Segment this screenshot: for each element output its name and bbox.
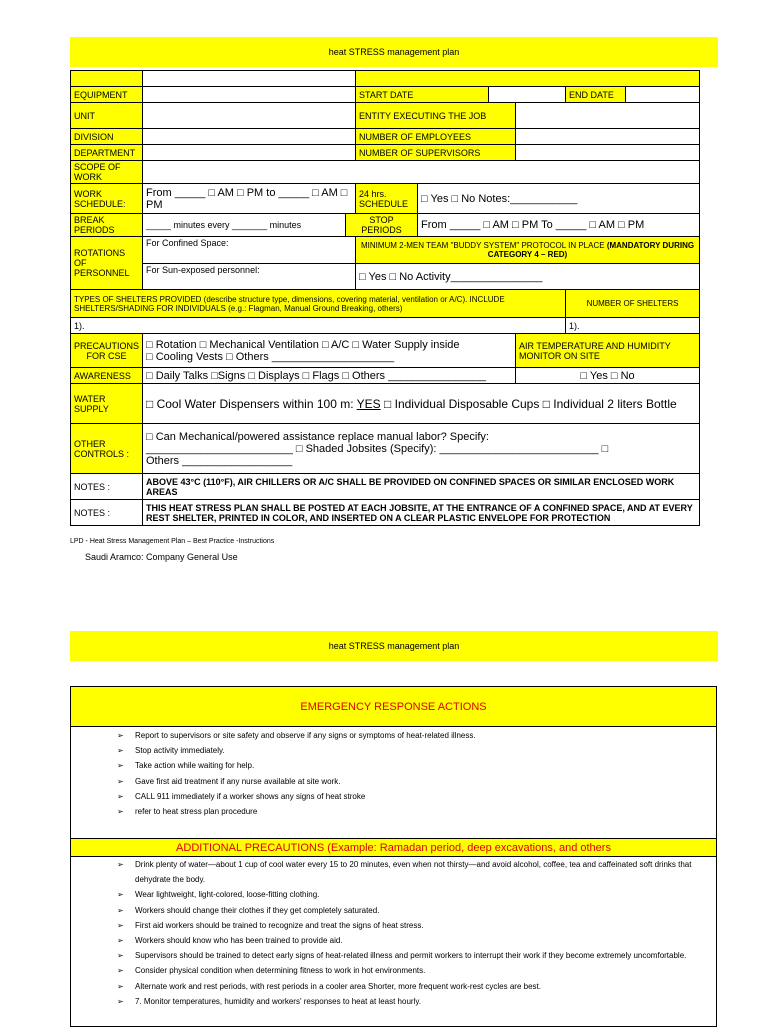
entity-label: ENTITY EXECUTING THE JOB xyxy=(356,103,516,129)
air-temp-label: AIR TEMPERATURE AND HUMIDITY MONITOR ON SITE xyxy=(516,334,700,368)
sun-exposed-label: For Sun-exposed personnel: xyxy=(146,265,260,275)
end-date-label: END DATE xyxy=(566,87,626,103)
confined-space-field[interactable] xyxy=(143,237,356,264)
additional-list-cell xyxy=(71,857,717,1027)
num-employees-label: NUMBER OF EMPLOYEES xyxy=(356,129,516,145)
awareness-field[interactable]: □ Daily Talks □Signs □ Displays □ Flags □ Others ________________ xyxy=(143,368,516,384)
notes-label-2: NOTES : xyxy=(71,500,143,526)
air-temp-field[interactable]: □ Yes □ No xyxy=(516,368,700,384)
list-item: ➢ Workers should know who has been trained to provide aid. xyxy=(117,933,708,948)
footer-classification: Saudi Aramco: Company General Use xyxy=(85,552,238,562)
list-item: ➢ CALL 911 immediately if a worker shows any signs of heat stroke xyxy=(117,789,716,804)
num-supervisors-label: NUMBER OF SUPERVISORS xyxy=(356,145,516,161)
list-item: ➢ Supervisors should be trained to detect early signs of heat-related illness and permit workers to interrupt their work if they become extremely uncomfortable. xyxy=(117,948,708,963)
notes-label-1: NOTES : xyxy=(71,474,143,500)
page2-banner: heat STRESS management plan xyxy=(70,631,718,661)
list-item: ➢ Consider physical condition when determining fitness to work in hot environments. xyxy=(117,963,708,978)
num-supervisors-field[interactable] xyxy=(516,145,700,161)
scope-field[interactable] xyxy=(143,161,700,184)
rotations-label: ROTATIONS OF PERSONNEL xyxy=(71,237,143,290)
additional-title: ADDITIONAL PRECAUTIONS (Example: Ramadan period, deep excavations, and others xyxy=(71,839,717,857)
list-item: ➢ Report to supervisors or site safety and observe if any signs or symptoms of heat-related illness. xyxy=(117,728,716,743)
other-controls-label: OTHER CONTROLS : xyxy=(71,424,143,474)
unit-label: UNIT xyxy=(71,103,143,129)
list-item: ➢ Drink plenty of water—about 1 cup of cool water every 15 to 20 minutes, even when not thirsty—and avoid alcohol, coffee, tea and caffeinated soft drinks that dehydrate the body. xyxy=(117,857,708,887)
work-schedule-field[interactable]: From _____ □ AM □ PM to _____ □ AM □ PM xyxy=(143,184,356,214)
shelter-types-label: TYPES OF SHELTERS PROVIDED (describe structure type, dimensions, covering material, ventilation or A/C). INCLUDE SHELTERS/SHADING FOR INDIVIDUALS (e.g.: Flagman, Manual Ground Breaking, others) xyxy=(71,290,566,318)
water-supply-label: WATER SUPPLY xyxy=(71,384,143,424)
emergency-list-cell xyxy=(71,727,717,839)
stop-periods-label: STOP PERIODS xyxy=(346,214,418,237)
list-item: ➢ Wear lightweight, light-colored, loose-fitting clothing. xyxy=(117,887,708,902)
list-item: ➢ Stop activity immediately. xyxy=(117,743,716,758)
other-controls-field[interactable]: □ Can Mechanical/powered assistance replace manual labor? Specify: ________________________ □ Shaded Jobsites (Specify): __________________________ □ Others __________________ xyxy=(143,424,700,474)
num-employees-field[interactable] xyxy=(516,129,700,145)
schedule-24h-field[interactable]: □ Yes □ No Notes:___________ xyxy=(418,184,700,214)
division-field[interactable] xyxy=(143,129,356,145)
emergency-title: EMERGENCY RESPONSE ACTIONS xyxy=(71,687,717,727)
buddy-system-label: MINIMUM 2-MEN TEAM "BUDDY SYSTEM" PROTOCOL IN PLACE (MANDATORY DURING CATEGORY 4 – RED) xyxy=(356,237,700,264)
department-label: DEPARTMENT xyxy=(71,145,143,161)
entity-field[interactable] xyxy=(516,103,700,129)
awareness-label: AWARENESS xyxy=(71,368,143,384)
equipment-label: EQUIPMENT xyxy=(71,87,143,103)
list-item: ➢ Alternate work and rest periods, with rest periods in a cooler area Shorter, more frequent work-rest cycles are best. xyxy=(117,979,708,994)
num-shelters-label: NUMBER OF SHELTERS xyxy=(566,290,700,318)
division-label: DIVISION xyxy=(71,129,143,145)
notes-1: ABOVE 43°C (110°F), AIR CHILLERS OR A/C SHALL BE PROVIDED ON CONFINED SPACES OR SIMILAR ENCLOSED WORK AREAS xyxy=(143,474,700,500)
department-field[interactable] xyxy=(143,145,356,161)
emergency-list xyxy=(71,728,716,819)
num-shelters-field[interactable]: 1). xyxy=(566,318,700,334)
list-item: ➢ 7. Monitor temperatures, humidity and workers' responses to heat at least hourly. xyxy=(117,994,708,1009)
unit-field[interactable] xyxy=(143,103,356,129)
scope-label: SCOPE OF WORK xyxy=(71,161,143,184)
emergency-table xyxy=(70,686,717,1027)
precautions-label: PRECAUTIONS FOR CSE xyxy=(71,334,143,368)
stop-periods-field[interactable]: From _____ □ AM □ PM To _____ □ AM □ PM xyxy=(418,214,700,237)
list-item: ➢ refer to heat stress plan procedure xyxy=(117,804,716,819)
footer-doc-title: LPD - Heat Stress Management Plan – Best Practice -Instructions xyxy=(70,538,275,545)
additional-list xyxy=(71,857,716,1009)
sun-exposed-field[interactable] xyxy=(143,264,356,290)
list-item: ➢ Take action while waiting for help. xyxy=(117,758,716,773)
confined-space-label: For Confined Space: xyxy=(146,238,229,248)
precautions-field[interactable]: □ Rotation □ Mechanical Ventilation □ A/C □ Water Supply inside □ Cooling Vests □ Others ____________________ xyxy=(143,334,516,368)
list-item: ➢ Gave first aid treatment if any nurse available at site work. xyxy=(117,774,716,789)
list-item: ➢ First aid workers should be trained to recognize and treat the signs of heat stress. xyxy=(117,918,708,933)
shelter-types-field[interactable]: 1). xyxy=(71,318,566,334)
notes-2: THIS HEAT STRESS PLAN SHALL BE POSTED AT EACH JOBSITE, AT THE ENTRANCE OF A CONFINED SPACE, AND AT EVERY REST SHELTER, PRINTED IN COLOR, AND INSERTED ON A CLEAR PLASTIC ENVELOPE FOR PROTECTION xyxy=(143,500,700,526)
end-date-field[interactable] xyxy=(626,87,700,103)
buddy-system-field[interactable]: □ Yes □ No Activity_______________ xyxy=(356,264,700,290)
start-date-field[interactable] xyxy=(489,87,566,103)
start-date-label: START DATE xyxy=(356,87,489,103)
list-item: ➢ Workers should change their clothes if they get completely saturated. xyxy=(117,903,708,918)
max-days-notice xyxy=(356,71,700,87)
water-supply-field[interactable]: □ Cool Water Dispensers within 100 m: YES □ Individual Disposable Cups □ Individual 2 liters Bottle xyxy=(143,384,700,424)
heat-stress-form xyxy=(70,70,700,526)
break-periods-label: BREAK PERIODS xyxy=(71,214,143,237)
work-schedule-label: WORK SCHEDULE: xyxy=(71,184,143,214)
schedule-24h-label: 24 hrs. SCHEDULE xyxy=(356,184,418,214)
page-banner: heat STRESS management plan xyxy=(70,37,718,67)
break-periods-field[interactable]: _____ minutes every _______ minutes xyxy=(143,214,346,237)
equipment-field[interactable] xyxy=(143,87,356,103)
